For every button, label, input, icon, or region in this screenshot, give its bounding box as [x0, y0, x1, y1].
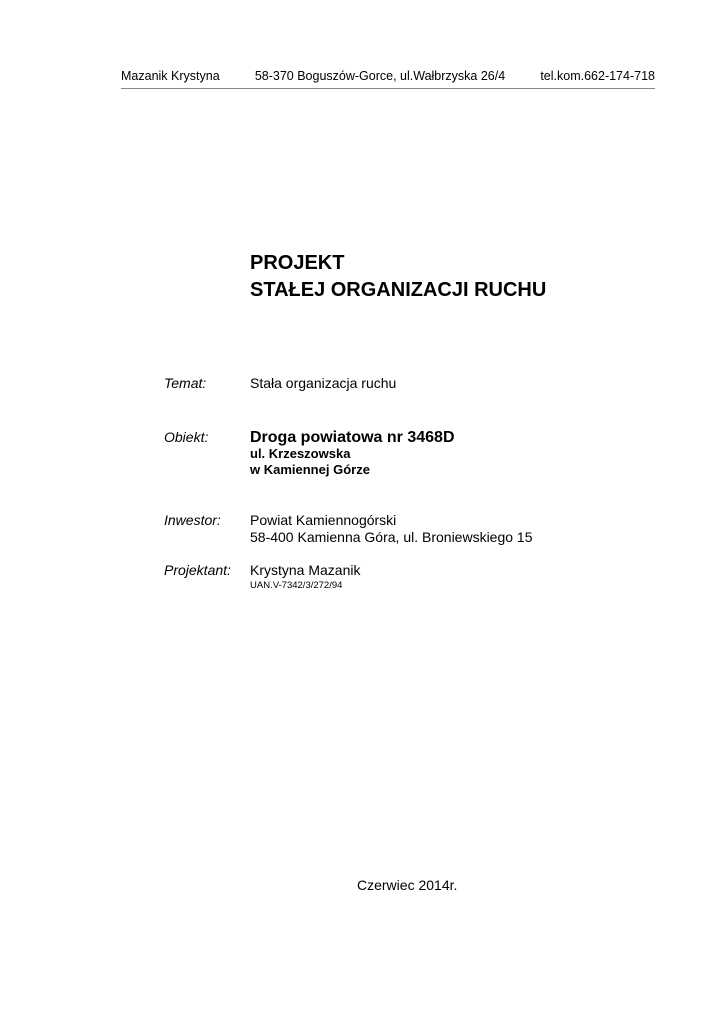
- document-date: Czerwiec 2014r.: [357, 877, 458, 893]
- obiekt-location: w Kamiennej Górze: [250, 462, 370, 477]
- title-line-1: PROJEKT: [250, 252, 345, 274]
- inwestor-address: 58-400 Kamienna Góra, ul. Broniewskiego 15: [250, 529, 533, 545]
- obiekt-label: Obiekt:: [164, 429, 209, 445]
- title-line-2: STAŁEJ ORGANIZACJI RUCHU: [250, 279, 547, 301]
- header-phone: tel.kom.662-174-718: [540, 69, 655, 83]
- temat-value: Stała organizacja ruchu: [250, 375, 397, 391]
- projektant-name: Krystyna Mazanik: [250, 562, 361, 578]
- header-address: 58-370 Boguszów-Gorce, ul.Wałbrzyska 26/4: [254, 69, 506, 83]
- temat-label: Temat:: [164, 375, 207, 391]
- header-divider: [121, 88, 655, 89]
- inwestor-label: Inwestor:: [164, 512, 221, 528]
- inwestor-name: Powiat Kamiennogórski: [250, 512, 397, 528]
- page-header: [121, 68, 655, 84]
- header-author-name: Mazanik Krystyna: [121, 69, 220, 83]
- obiekt-road-name: Droga powiatowa nr 3468D: [250, 429, 455, 446]
- projektant-label: Projektant:: [164, 562, 231, 578]
- document-title: [250, 250, 546, 304]
- projektant-license: UAN.V-7342/3/272/94: [250, 580, 343, 591]
- obiekt-street: ul. Krzeszowska: [250, 446, 351, 461]
